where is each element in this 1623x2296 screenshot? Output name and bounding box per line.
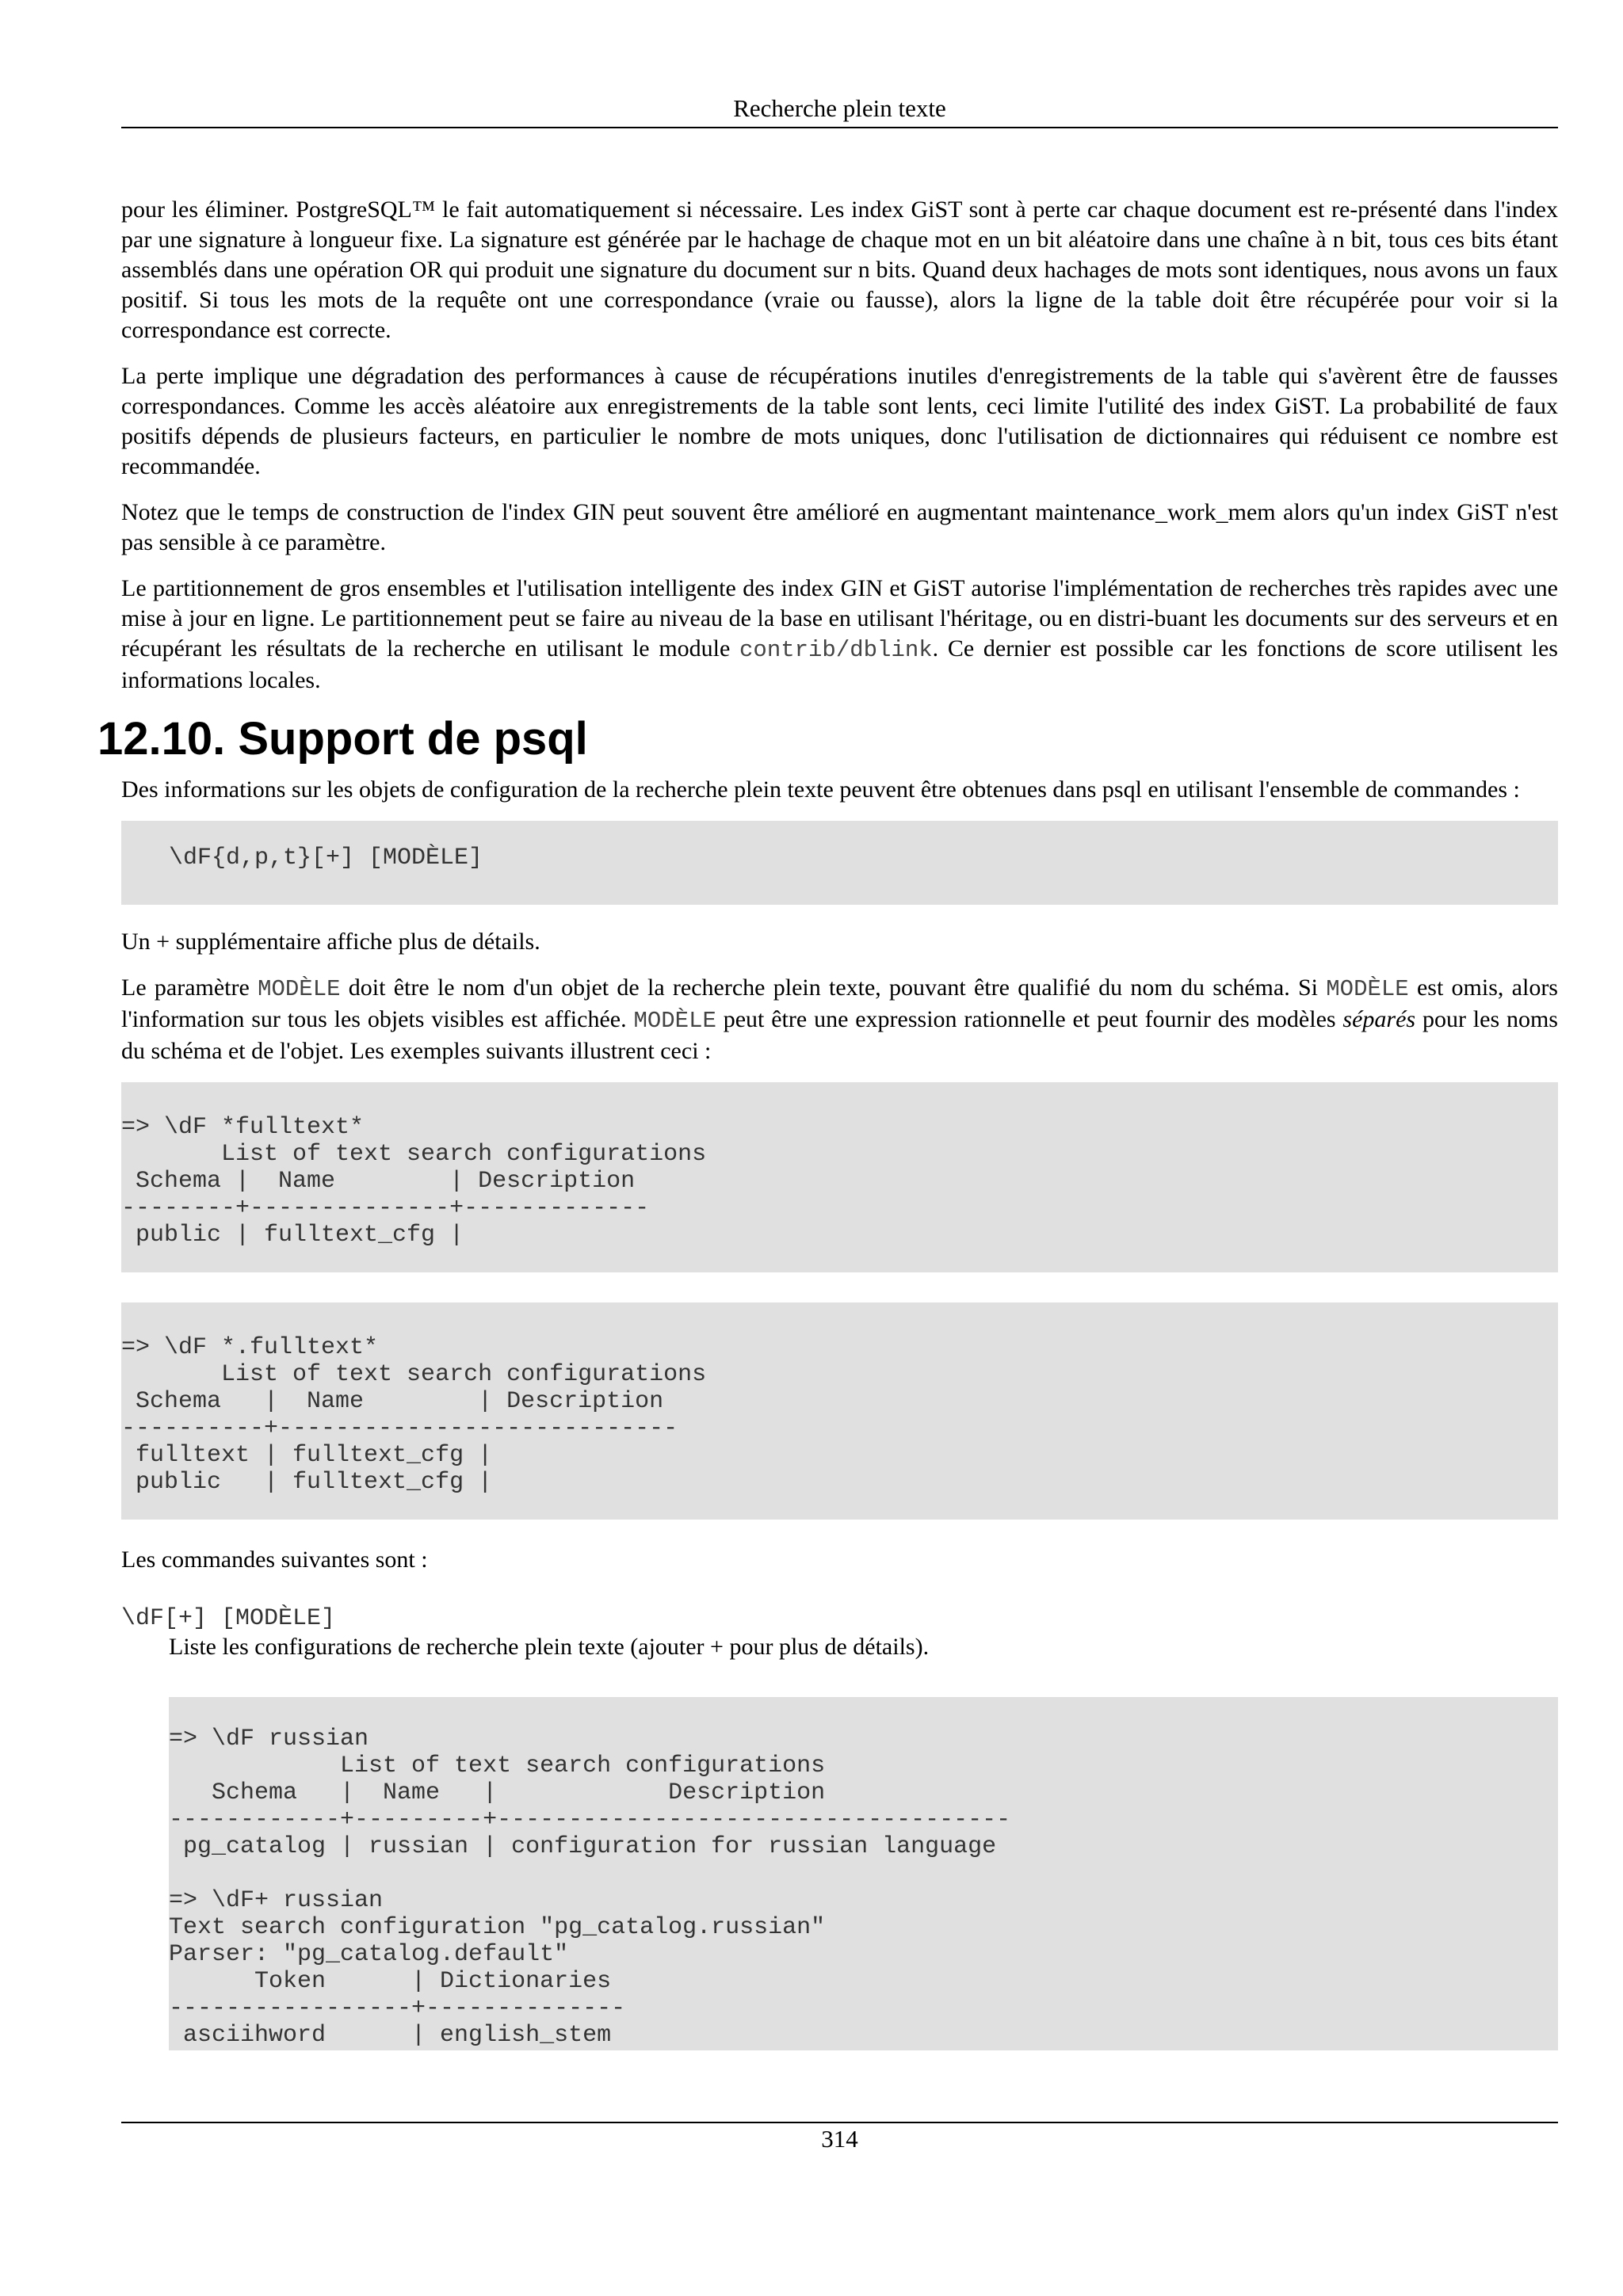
code-block-example-fulltext <box>121 1082 1558 1272</box>
section-paragraph-4: Les commandes suivantes sont : <box>121 1547 428 1573</box>
intro-paragraph-4: Le partitionnement de gros ensembles et l'utilisation intelligente des index GIN et GiST autorise l'implémentation de recherches très rapides avec une mise à jour en ligne. Le partitionnement peut se faire au niveau de la base en utilisant l'héritage, ou en distri-buant les documents sur des serveurs et en récupérant les résultats de la recherche en utilisant le module contrib/dblink. Ce dernier est possible car les fonctions de score utilisent les informations locales. <box>121 575 1558 693</box>
definition-description-dF: Liste les configurations de recherche plein texte (ajouter + pour plus de détails). <box>169 1634 930 1660</box>
code-example-russian: => \dF russian List of text search configurations Schema | Name | Description ------------+---------+------------------------------------ pg_catalog | russian | configuration for russian language => \dF+ russian Text search configuration "pg_catalog.russian" Parser: "pg_catalog.default" Token | Dictionaries -----------------+-------------- asciihword | english_stem <box>169 1726 1011 2049</box>
page-number: 314 <box>821 2125 858 2153</box>
section-paragraph-3: Le paramètre MODÈLE doit être le nom d'un objet de la recherche plein texte, pouvant être qualifié du nom du schéma. Si MODÈLE est omis, alors l'information sur tous les objets visibles est affichée. MODÈLE peut être une expression rationnelle et peut fournir des modèles séparés pour les noms du schéma et de l'objet. Les exemples suivants illustrent ceci : <box>121 974 1558 1064</box>
code-command-syntax: \dF{d,p,t}[+] [MODÈLE] <box>169 845 483 871</box>
page-body <box>97 195 1558 2069</box>
intro-paragraph-1: pour les éliminer. PostgreSQL™ le fait automatiquement si nécessaire. Les index GiST sont à perte car chaque document est re-présenté dans l'index par une signature à longueur fixe. La signature est générée par le hachage de chaque mot en un bit aléatoire dans une chaîne à n bit, tous ces bits étant assemblés dans une opération OR qui produit une signature du document sur n bits. Quand deux hachages de mots sont identiques, nous avons un faux positif. Si tous les mots de la requête ont une correspondance (vraie ou fausse), alors la ligne de la table doit être récupérée pour voir si la correspondance est correcte. <box>121 196 1558 343</box>
inline-code-dblink: contrib/dblink <box>739 637 933 663</box>
code-example-schema-fulltext: => \dF *.fulltext* List of text search configurations Schema | Name | Description ----------+---------------------------- fulltext | fulltext_cfg | public | fulltext_cfg | <box>121 1334 707 1496</box>
inline-code-modele: MODÈLE <box>258 976 341 1002</box>
header-rule <box>121 127 1558 128</box>
running-header: Recherche plein texte <box>733 94 946 122</box>
emphasis-separes: séparés <box>1342 1006 1416 1032</box>
section-paragraph-2: Un + supplémentaire affiche plus de détails. <box>121 929 540 955</box>
code-block-example-schema-fulltext <box>121 1302 1558 1520</box>
section-paragraph-1: Des informations sur les objets de configuration de la recherche plein texte peuvent être obtenues dans psql en utilisant l'ensemble de commandes : <box>121 776 1520 803</box>
definition-term-dF: \dF[+] [MODÈLE] <box>121 1605 336 1632</box>
code-block-example-russian <box>169 1697 1558 2050</box>
code-example-fulltext: => \dF *fulltext* List of text search configurations Schema | Name | Description --------+--------------+------------- public | fulltext_cfg | <box>121 1114 707 1249</box>
code-block-command-syntax <box>121 821 1558 905</box>
section-heading: 12.10. Support de psql <box>97 713 588 765</box>
intro-paragraph-2: La perte implique une dégradation des performances à cause de récupérations inutiles d'enregistrements de la table qui s'avèrent être de fausses correspondances. Comme les accès aléatoire aux enregistrements de la table sont lents, ceci limite l'utilité des index GiST. La probabilité de faux positifs dépends de plusieurs facteurs, en particulier le nombre de mots uniques, donc l'utilisation de dictionnaires qui réduisent ce nombre est recommandée. <box>121 363 1558 479</box>
inline-code-modele: MODÈLE <box>1326 976 1409 1002</box>
intro-paragraph-3: Notez que le temps de construction de l'index GIN peut souvent être amélioré en augmentant maintenance_work_mem alors qu'un index GiST n'est pas sensible à ce paramètre. <box>121 499 1558 555</box>
inline-code-modele: MODÈLE <box>633 1008 716 1034</box>
